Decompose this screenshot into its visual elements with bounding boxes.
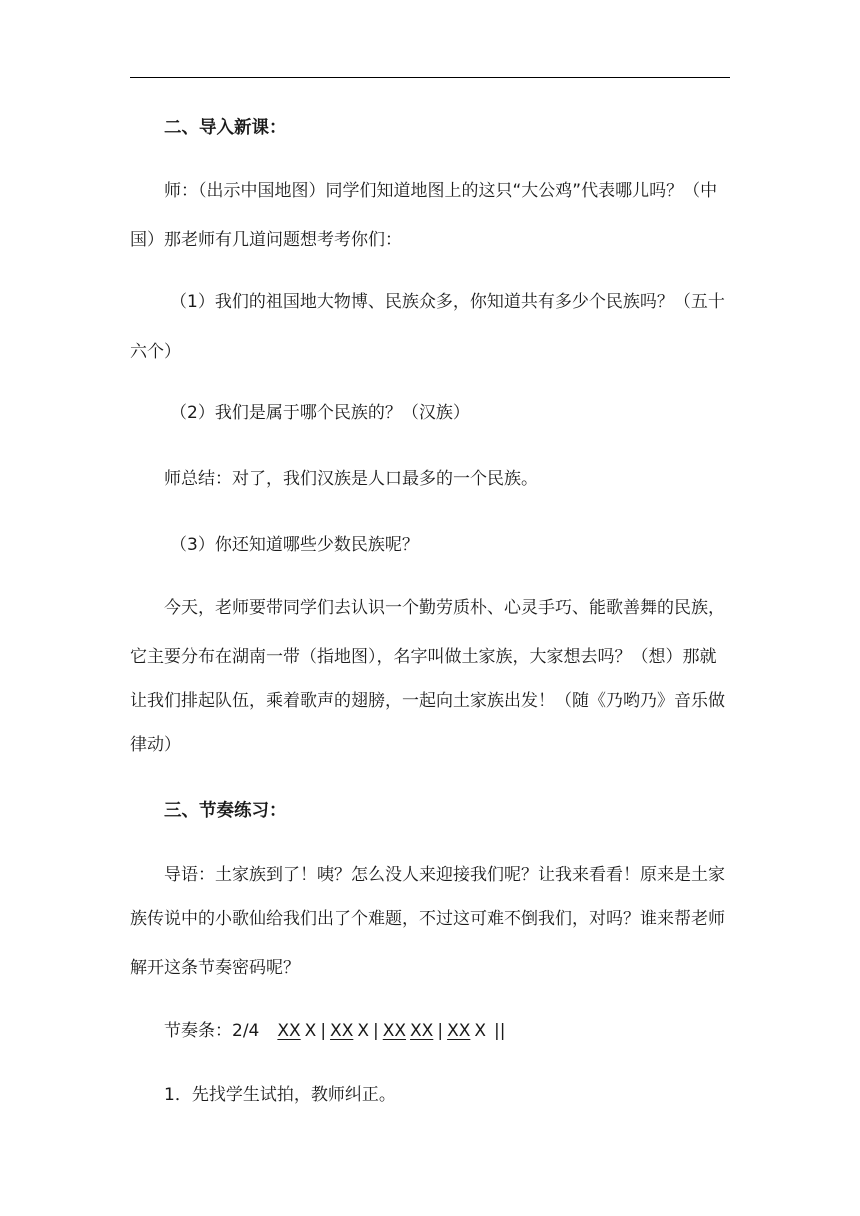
question-3: （3）你还知道哪些少数民族呢？ [170,535,419,555]
paragraph-2-line-1: 今天，老师要带同学们去认识一个勤劳质朴、心灵手巧、能歌善舞的民族， [164,598,725,618]
rhythm-note: XX [277,1021,301,1041]
bar-line: | [320,1021,327,1041]
rhythm-note: X [474,1021,487,1041]
bar-line: | [373,1021,379,1041]
question-1-line-1: （1）我们的祖国地大物博、民族众多，你知道共有多少个民族吗？（五十 [170,292,725,312]
paragraph-2-line-3: 让我们排起队伍，乘着歌声的翅膀，一起向土家族出发！（随《乃哟乃》音乐做 [130,691,725,711]
paragraph-2-line-4: 律动） [130,735,181,755]
rhythm-note: XX [447,1021,471,1041]
section-3-heading: 三、节奏练习： [164,801,287,821]
question-1-line-2: 六个） [130,342,181,362]
section-2-heading: 二、导入新课： [164,118,287,138]
bar-line: | [437,1021,444,1041]
header-rule [130,77,730,78]
paragraph-1-line-2: 国）那老师有几道问题想考考你们： [130,230,402,250]
paragraph-2-line-2: 它主要分布在湖南一带（指地图），名字叫做土家族，大家想去吗？（想）那就 [130,647,717,667]
question-2: （2）我们是属于哪个民族的？（汉族） [170,403,470,423]
paragraph-3-line-3: 解开这条节奏密码呢？ [130,958,300,978]
rhythm-note: X [304,1021,317,1041]
rhythm-note: X [357,1021,369,1041]
paragraph-1-line-1: 师：（出示中国地图）同学们知道地图上的这只“大公鸡”代表哪儿吗？（中 [164,181,718,201]
teacher-summary: 师总结：对了，我们汉族是人口最多的一个民族。 [164,469,538,489]
rhythm-note: XX [330,1021,354,1041]
paragraph-3-line-1: 导语：土家族到了！咦？怎么没人来迎接我们呢？让我来看看！原来是土家 [164,865,725,885]
rhythm-line [164,1019,730,1043]
rhythm-note: XX [410,1021,434,1041]
rhythm-note: XX [382,1021,407,1041]
rhythm-label: 节奏条：2/4 [164,1021,260,1041]
paragraph-3-line-2: 族传说中的小歌仙给我们出了个难题，不过这可难不倒我们，对吗？谁来帮老师 [130,909,725,929]
step-1: 1．先找学生试拍，教师纠正。 [164,1085,396,1105]
end-bar-line: || [494,1021,506,1041]
